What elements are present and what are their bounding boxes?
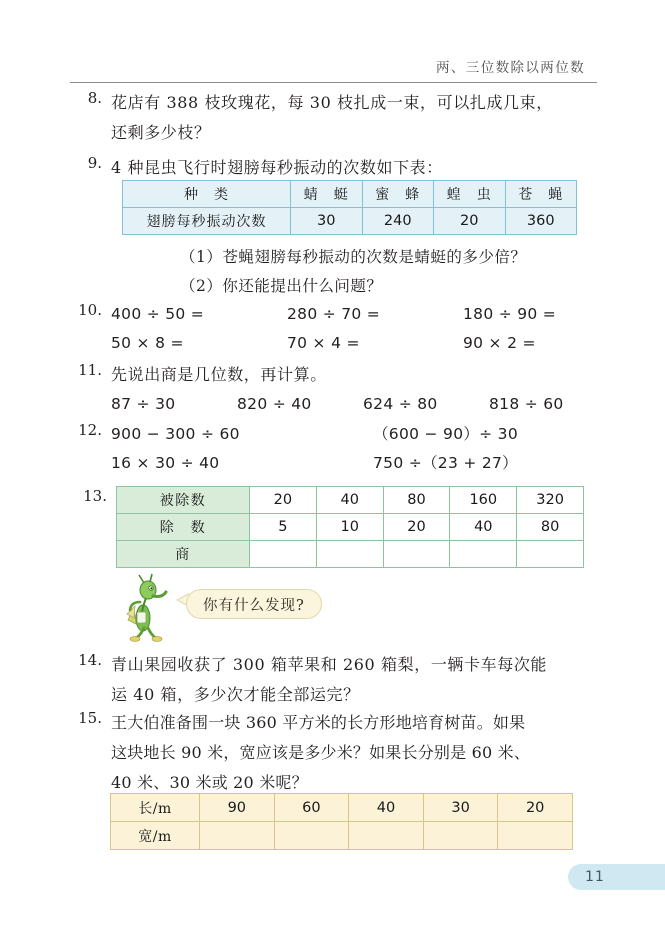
problem-14-line-2: 运 40 箱，多少次才能全部运完？ [111, 685, 360, 704]
problem-12-row-1 [111, 420, 635, 449]
expression: 87 ÷ 30 [111, 395, 176, 413]
insect-wingbeat-table [122, 180, 577, 235]
problem-11-number: 11. [78, 361, 102, 379]
problem-10 [70, 300, 600, 358]
expression: 50 × 8 = [111, 334, 184, 352]
quotient-input-cell[interactable] [250, 541, 317, 568]
row-label: 商 [117, 541, 250, 568]
expression: 624 ÷ 80 [363, 395, 438, 413]
running-head [70, 56, 597, 83]
length-width-table [110, 793, 573, 850]
expression: 280 ÷ 70 = [287, 305, 381, 323]
species-cell: 蜻 蜓 [291, 181, 363, 208]
page-number: 11 [585, 869, 605, 885]
row-label: 宽/m [111, 822, 200, 850]
problem-10-number: 10. [78, 301, 102, 319]
value-cell: 20 [434, 208, 506, 235]
length-cell: 90 [200, 794, 275, 822]
table-row [111, 794, 573, 822]
problem-8-line-1: 花店有 388 枝玫瑰花，每 30 枝扎成一束，可以扎成几束， [111, 93, 553, 112]
problem-10-row-2 [111, 329, 639, 358]
problem-13-number: 13. [83, 487, 107, 505]
problem-11-items [111, 390, 615, 419]
quotient-input-cell[interactable] [383, 541, 450, 568]
running-head-title: 两、三位数除以两位数 [436, 60, 585, 76]
speech-bubble-text: 你有什么发现? [203, 597, 305, 614]
dividend-cell: 40 [316, 487, 383, 514]
grasshopper-mascot-icon [126, 572, 188, 642]
problem-15-line-3: 40 米、30 米或 20 米呢？ [111, 773, 308, 792]
row-label: 除 数 [117, 514, 250, 541]
row-label: 种 类 [123, 181, 291, 208]
value-cell: 240 [362, 208, 434, 235]
problem-8-body [102, 88, 600, 148]
expression: 180 ÷ 90 = [463, 305, 557, 323]
expression: 750 ÷（23 + 27） [373, 454, 518, 472]
speech-bubble [186, 589, 322, 619]
row-label: 长/m [111, 794, 200, 822]
row-label: 被除数 [117, 487, 250, 514]
division-table [116, 486, 584, 568]
expression: 818 ÷ 60 [489, 395, 564, 413]
width-input-cell[interactable] [274, 822, 349, 850]
problem-12-row-2 [111, 449, 635, 478]
mascot-hint [126, 572, 386, 642]
width-input-cell[interactable] [498, 822, 573, 850]
value-cell: 360 [505, 208, 577, 235]
table-row [117, 514, 584, 541]
row-label: 翅膀每秒振动次数 [123, 208, 291, 235]
problem-14-number: 14. [78, 651, 102, 669]
width-input-cell[interactable] [349, 822, 424, 850]
expression: 820 ÷ 40 [237, 395, 312, 413]
problem-10-row-1 [111, 300, 639, 329]
length-cell: 20 [498, 794, 573, 822]
problem-15-number: 15. [78, 709, 102, 727]
dividend-cell: 80 [383, 487, 450, 514]
problem-15-line-2: 这块地长 90 米，宽应该是多少米？如果长分别是 60 米、 [111, 743, 531, 762]
problem-15-line-1: 王大伯准备围一块 360 平方米的长方形地培育树苗。如果 [111, 713, 526, 732]
problem-8 [70, 88, 600, 148]
value-cell: 30 [291, 208, 363, 235]
length-cell: 40 [349, 794, 424, 822]
problem-11-body [102, 360, 615, 419]
problem-10-body [102, 300, 639, 358]
problem-12-body [102, 420, 635, 478]
table-row [123, 208, 577, 235]
problem-15 [70, 708, 600, 798]
problem-9-line-1: 4 种昆虫飞行时翅膀每秒振动的次数如下表： [111, 158, 443, 177]
length-cell: 60 [274, 794, 349, 822]
expression: 70 × 4 = [287, 334, 360, 352]
quotient-input-cell[interactable] [450, 541, 517, 568]
species-cell: 蝗 虫 [434, 181, 506, 208]
problem-11 [70, 360, 600, 419]
page-number-tab [568, 864, 665, 890]
dividend-cell: 20 [250, 487, 317, 514]
problem-14-line-1: 青山果园收获了 300 箱苹果和 260 箱梨，一辆卡车每次能 [111, 655, 548, 674]
width-input-cell[interactable] [200, 822, 275, 850]
quotient-input-cell[interactable] [316, 541, 383, 568]
problem-14-body [102, 650, 600, 710]
table-row [123, 181, 577, 208]
species-cell: 蜜 蜂 [362, 181, 434, 208]
problem-13 [75, 486, 585, 568]
problem-9-sub-2: （2）你还能提出什么问题？ [180, 277, 383, 295]
expression: 90 × 2 = [463, 334, 536, 352]
problem-9-number: 9. [87, 154, 102, 172]
divisor-cell: 20 [383, 514, 450, 541]
problem-12-number: 12. [78, 421, 102, 439]
species-cell: 苍 蝇 [505, 181, 577, 208]
problem-9 [70, 153, 600, 183]
table-row [117, 487, 584, 514]
problem-12 [70, 420, 600, 478]
width-input-cell[interactable] [423, 822, 498, 850]
expression: （600 − 90）÷ 30 [373, 425, 518, 443]
problem-8-line-2: 还剩多少枝？ [111, 123, 211, 142]
problem-9-sub-1: （1）苍蝇翅膀每秒振动的次数是蜻蜓的多少倍？ [180, 248, 527, 266]
length-cell: 30 [423, 794, 498, 822]
table-row [117, 541, 584, 568]
problem-8-number: 8. [87, 89, 102, 107]
problem-9-subquestions [170, 243, 610, 301]
problem-11-title: 先说出商是几位数，再计算。 [111, 365, 327, 384]
quotient-input-cell[interactable] [517, 541, 584, 568]
problem-9-body [102, 153, 600, 183]
divisor-cell: 10 [316, 514, 383, 541]
table-row [111, 822, 573, 850]
expression: 400 ÷ 50 = [111, 305, 205, 323]
problem-14 [70, 650, 600, 710]
expression: 900 − 300 ÷ 60 [111, 425, 240, 443]
expression: 16 × 30 ÷ 40 [111, 454, 220, 472]
dividend-cell: 320 [517, 487, 584, 514]
dividend-cell: 160 [450, 487, 517, 514]
problem-15-body [102, 708, 600, 798]
divisor-cell: 5 [250, 514, 317, 541]
divisor-cell: 80 [517, 514, 584, 541]
divisor-cell: 40 [450, 514, 517, 541]
